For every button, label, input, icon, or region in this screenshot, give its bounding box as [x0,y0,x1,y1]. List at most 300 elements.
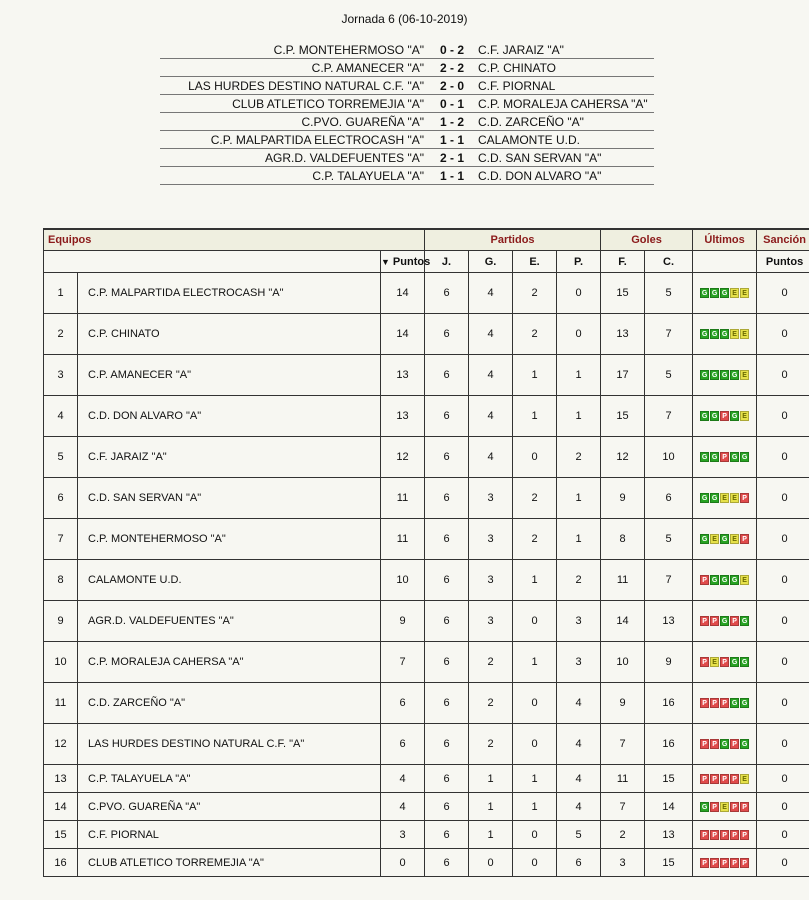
header-puntos-sort[interactable] [381,251,431,273]
cell-team[interactable]: C.F. PIORNAL [78,821,381,849]
header-f[interactable]: F. [601,251,645,273]
cell-form [693,314,757,355]
form-result-badge: G [701,331,708,339]
form-indicators [700,411,749,421]
cell-pos: 8 [44,560,78,601]
header-c[interactable]: C. [645,251,693,273]
form-indicators [700,830,749,840]
cell-pos: 7 [44,519,78,560]
header-blank [44,251,381,273]
cell-form [693,478,757,519]
cell-sancion: 0 [757,314,809,355]
table-row [44,793,809,821]
form-result-badge: G [741,659,748,667]
form-result-badge: G [731,659,738,667]
form-result-badge: P [740,802,749,812]
table-row [44,821,809,849]
form-indicators [700,329,749,339]
cell-e: 2 [513,478,557,519]
cell-pos: 10 [44,642,78,683]
cell-c: 14 [645,793,693,821]
cell-pts: 7 [381,642,425,683]
cell-pos: 1 [44,273,78,314]
cell-team[interactable]: C.D. DON ALVARO "A" [78,396,381,437]
cell-team[interactable]: LAS HURDES DESTINO NATURAL C.F. "A" [78,724,381,765]
result-home: LAS HURDES DESTINO NATURAL C.F. "A" [160,77,430,95]
form-result-badge: G [741,618,748,626]
result-score: 1 - 2 [430,113,474,131]
cell-f: 14 [601,601,645,642]
cell-p: 1 [557,396,601,437]
cell-form [693,273,757,314]
result-row [160,59,654,77]
result-row [160,41,654,59]
cell-g: 2 [469,642,513,683]
form-indicators [700,370,749,380]
cell-pts: 14 [381,273,425,314]
result-row [160,149,654,167]
result-away: C.D. DON ALVARO "A" [474,167,654,185]
header-partidos: Partidos [425,229,601,251]
cell-g: 0 [469,849,513,877]
cell-pts: 11 [381,519,425,560]
cell-g: 4 [469,437,513,478]
table-row [44,765,809,793]
cell-team[interactable]: C.F. JARAIZ "A" [78,437,381,478]
cell-c: 9 [645,642,693,683]
result-home: AGR.D. VALDEFUENTES "A" [160,149,430,167]
cell-team[interactable]: C.P. AMANECER "A" [78,355,381,396]
form-result-badge: P [710,739,719,749]
results-table [160,41,654,185]
cell-p: 6 [557,849,601,877]
header-sancion: Sanción [757,229,809,251]
cell-p: 1 [557,355,601,396]
result-score: 2 - 2 [430,59,474,77]
cell-e: 1 [513,396,557,437]
form-result-badge: E [740,411,749,421]
form-result-badge: P [730,739,739,749]
form-result-badge: G [731,454,738,462]
result-away: C.F. JARAIZ "A" [474,41,654,59]
cell-p: 4 [557,765,601,793]
form-result-badge: G [731,372,738,380]
cell-sancion: 0 [757,765,809,793]
form-result-badge: P [700,858,709,868]
header-e[interactable]: E. [513,251,557,273]
cell-g: 2 [469,724,513,765]
form-result-badge: G [721,577,728,585]
cell-f: 7 [601,793,645,821]
result-away: C.P. CHINATO [474,59,654,77]
cell-pos: 14 [44,793,78,821]
cell-f: 10 [601,642,645,683]
form-result-badge: E [740,370,749,380]
form-result-badge: P [740,534,749,544]
cell-pos: 5 [44,437,78,478]
result-home: CLUB ATLETICO TORREMEJIA "A" [160,95,430,113]
cell-j: 6 [425,273,469,314]
cell-p: 0 [557,273,601,314]
form-indicators [700,858,749,868]
form-result-badge: P [700,830,709,840]
cell-f: 11 [601,560,645,601]
result-away: C.P. MORALEJA CAHERSA "A" [474,95,654,113]
cell-form [693,437,757,478]
form-result-badge: G [731,700,738,708]
form-result-badge: P [730,830,739,840]
form-result-badge: P [710,802,719,812]
cell-form [693,642,757,683]
cell-c: 13 [645,601,693,642]
cell-j: 6 [425,437,469,478]
cell-pos: 15 [44,821,78,849]
cell-c: 16 [645,724,693,765]
cell-j: 6 [425,683,469,724]
cell-f: 2 [601,821,645,849]
cell-p: 1 [557,478,601,519]
cell-g: 3 [469,560,513,601]
cell-team[interactable]: C.P. MONTEHERMOSO "A" [78,519,381,560]
cell-c: 7 [645,560,693,601]
table-row [44,849,809,877]
cell-pts: 9 [381,601,425,642]
cell-pos: 3 [44,355,78,396]
form-result-badge: P [700,774,709,784]
cell-j: 6 [425,642,469,683]
cell-f: 17 [601,355,645,396]
cell-pts: 13 [381,355,425,396]
cell-form [693,724,757,765]
form-result-badge: P [700,657,709,667]
cell-pts: 6 [381,683,425,724]
cell-form [693,683,757,724]
table-row [44,683,809,724]
cell-f: 3 [601,849,645,877]
result-home: C.P. TALAYUELA "A" [160,167,430,185]
form-result-badge: E [740,329,749,339]
cell-g: 3 [469,601,513,642]
cell-sancion: 0 [757,519,809,560]
cell-sancion: 0 [757,396,809,437]
form-result-badge: G [721,290,728,298]
cell-pos: 2 [44,314,78,355]
cell-form [693,355,757,396]
cell-c: 6 [645,478,693,519]
form-result-badge: G [741,741,748,749]
cell-form [693,849,757,877]
cell-j: 6 [425,396,469,437]
form-result-badge: G [711,495,718,503]
form-result-badge: G [701,413,708,421]
cell-e: 0 [513,849,557,877]
cell-j: 6 [425,601,469,642]
cell-p: 1 [557,519,601,560]
form-result-badge: G [711,331,718,339]
form-result-badge: G [701,803,708,811]
cell-e: 1 [513,642,557,683]
cell-team[interactable]: C.PVO. GUAREÑA "A" [78,793,381,821]
cell-p: 0 [557,314,601,355]
cell-g: 4 [469,314,513,355]
cell-pts: 3 [381,821,425,849]
form-result-badge: P [740,493,749,503]
result-score: 2 - 0 [430,77,474,95]
cell-team[interactable]: C.D. ZARCEÑO "A" [78,683,381,724]
form-result-badge: E [740,575,749,585]
form-result-badge: E [720,802,729,812]
form-indicators [700,288,749,298]
jornada-title: Jornada 6 (06-10-2019) [341,12,468,26]
form-result-badge: E [720,493,729,503]
table-row [44,355,809,396]
form-result-badge: G [701,495,708,503]
form-result-badge: P [700,739,709,749]
form-result-badge: G [721,741,728,749]
form-indicators [700,774,749,784]
form-result-badge: G [711,413,718,421]
form-result-badge: P [710,830,719,840]
result-row [160,95,654,113]
form-result-badge: E [710,657,719,667]
cell-pos: 11 [44,683,78,724]
form-result-badge: G [721,618,728,626]
cell-pts: 0 [381,849,425,877]
cell-e: 0 [513,821,557,849]
cell-pos: 16 [44,849,78,877]
form-indicators [700,452,749,462]
result-score: 1 - 1 [430,167,474,185]
cell-c: 10 [645,437,693,478]
cell-f: 15 [601,396,645,437]
form-indicators [700,657,749,667]
form-result-badge: G [701,536,708,544]
cell-pts: 13 [381,396,425,437]
form-result-badge: P [720,411,729,421]
result-home: C.P. AMANECER "A" [160,59,430,77]
form-result-badge: G [731,577,738,585]
cell-j: 6 [425,355,469,396]
cell-pos: 13 [44,765,78,793]
cell-f: 9 [601,683,645,724]
cell-pts: 14 [381,314,425,355]
header-j[interactable]: J. [425,251,469,273]
form-indicators [700,802,749,812]
form-result-badge: P [710,616,719,626]
cell-team[interactable]: C.D. SAN SERVAN "A" [78,478,381,519]
form-result-badge: G [721,331,728,339]
cell-f: 15 [601,273,645,314]
form-result-badge: P [720,830,729,840]
cell-e: 0 [513,724,557,765]
form-result-badge: P [700,698,709,708]
cell-form [693,396,757,437]
cell-c: 16 [645,683,693,724]
form-result-badge: G [711,454,718,462]
table-row [44,314,809,355]
result-away: C.D. SAN SERVAN "A" [474,149,654,167]
form-result-badge: G [711,577,718,585]
cell-c: 15 [645,849,693,877]
cell-sancion: 0 [757,478,809,519]
sort-down-icon: ▼ [381,256,390,267]
form-result-badge: E [730,493,739,503]
form-result-badge: P [720,657,729,667]
form-result-badge: G [731,413,738,421]
cell-j: 6 [425,478,469,519]
header-goles: Goles [601,229,693,251]
cell-j: 6 [425,793,469,821]
cell-g: 2 [469,683,513,724]
cell-pts: 11 [381,478,425,519]
cell-form [693,793,757,821]
form-result-badge: E [740,288,749,298]
form-indicators [700,575,749,585]
cell-c: 7 [645,314,693,355]
header-p[interactable]: P. [557,251,601,273]
cell-team[interactable]: C.P. CHINATO [78,314,381,355]
cell-team[interactable]: C.P. MALPARTIDA ELECTROCASH "A" [78,273,381,314]
form-result-badge: P [710,858,719,868]
result-score: 1 - 1 [430,131,474,149]
form-result-badge: P [720,698,729,708]
form-result-badge: P [740,830,749,840]
form-result-badge: P [730,858,739,868]
cell-g: 4 [469,355,513,396]
cell-c: 5 [645,355,693,396]
cell-g: 3 [469,519,513,560]
cell-j: 6 [425,724,469,765]
form-result-badge: P [730,802,739,812]
cell-sancion: 0 [757,793,809,821]
form-result-badge: G [721,372,728,380]
result-score: 2 - 1 [430,149,474,167]
table-row [44,724,809,765]
result-score: 0 - 2 [430,41,474,59]
cell-pts: 6 [381,724,425,765]
form-indicators [700,698,749,708]
cell-sancion: 0 [757,355,809,396]
cell-e: 2 [513,314,557,355]
result-row [160,113,654,131]
cell-pts: 12 [381,437,425,478]
cell-c: 7 [645,396,693,437]
form-indicators [700,534,749,544]
form-result-badge: E [730,534,739,544]
cell-g: 4 [469,273,513,314]
form-result-badge: G [701,454,708,462]
cell-pts: 4 [381,765,425,793]
form-result-badge: P [730,774,739,784]
form-result-badge: P [720,452,729,462]
form-result-badge: E [730,288,739,298]
cell-pos: 6 [44,478,78,519]
result-home: C.P. MONTEHERMOSO "A" [160,41,430,59]
form-result-badge: G [741,454,748,462]
cell-pts: 4 [381,793,425,821]
cell-f: 13 [601,314,645,355]
cell-sancion: 0 [757,560,809,601]
header-equipos: Equipos [44,229,425,251]
cell-sancion: 0 [757,642,809,683]
header-ultimos: Últimos [693,229,757,251]
result-home: C.P. MALPARTIDA ELECTROCASH "A" [160,131,430,149]
form-result-badge: P [740,858,749,868]
form-result-badge: G [721,536,728,544]
cell-f: 9 [601,478,645,519]
cell-g: 1 [469,821,513,849]
result-away: CALAMONTE U.D. [474,131,654,149]
result-home: C.PVO. GUAREÑA "A" [160,113,430,131]
cell-sancion: 0 [757,849,809,877]
cell-g: 1 [469,765,513,793]
cell-g: 4 [469,396,513,437]
table-row [44,601,809,642]
cell-e: 0 [513,601,557,642]
form-result-badge: G [711,372,718,380]
table-row [44,519,809,560]
header-puntos-label: Puntos [392,255,431,268]
cell-c: 5 [645,273,693,314]
cell-c: 5 [645,519,693,560]
cell-team[interactable]: AGR.D. VALDEFUENTES "A" [78,601,381,642]
header-g[interactable]: G. [469,251,513,273]
cell-e: 1 [513,793,557,821]
cell-j: 6 [425,821,469,849]
cell-j: 6 [425,849,469,877]
header-ultimos-blank [693,251,757,273]
cell-pos: 4 [44,396,78,437]
form-result-badge: E [740,774,749,784]
form-result-badge: P [720,858,729,868]
cell-e: 0 [513,437,557,478]
cell-pts: 10 [381,560,425,601]
cell-p: 3 [557,601,601,642]
form-result-badge: G [701,290,708,298]
cell-e: 2 [513,273,557,314]
cell-team[interactable]: CALAMONTE U.D. [78,560,381,601]
form-indicators [700,493,749,503]
table-row [44,560,809,601]
cell-p: 4 [557,793,601,821]
cell-sancion: 0 [757,724,809,765]
cell-form [693,765,757,793]
cell-pos: 12 [44,724,78,765]
cell-team[interactable]: C.P. MORALEJA CAHERSA "A" [78,642,381,683]
standings-table [43,228,809,877]
form-result-badge: G [701,372,708,380]
cell-e: 0 [513,683,557,724]
table-row [44,437,809,478]
table-row [44,642,809,683]
cell-form [693,519,757,560]
table-row [44,478,809,519]
cell-form [693,560,757,601]
result-score: 0 - 1 [430,95,474,113]
cell-p: 4 [557,683,601,724]
form-indicators [700,616,749,626]
cell-p: 5 [557,821,601,849]
form-result-badge: P [720,774,729,784]
cell-j: 6 [425,519,469,560]
cell-team[interactable]: C.P. TALAYUELA "A" [78,765,381,793]
cell-team[interactable]: CLUB ATLETICO TORREMEJIA "A" [78,849,381,877]
cell-c: 15 [645,765,693,793]
form-result-badge: E [730,329,739,339]
cell-c: 13 [645,821,693,849]
cell-g: 1 [469,793,513,821]
cell-f: 8 [601,519,645,560]
